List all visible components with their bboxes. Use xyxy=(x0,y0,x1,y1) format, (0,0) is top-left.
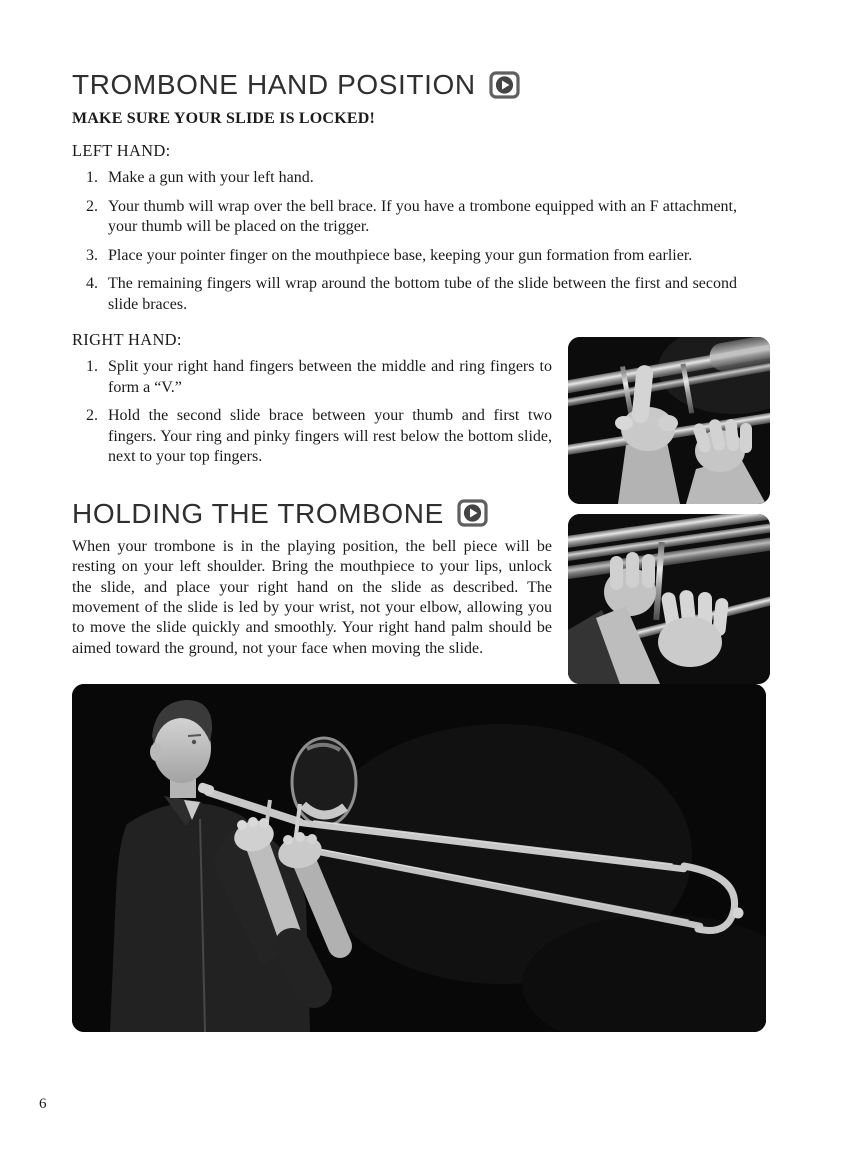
step-text: The remaining fingers will wrap around the bottom tube of the slide between the first and second slide braces. xyxy=(108,275,737,313)
photo-column xyxy=(568,337,770,684)
video-play-icon[interactable] xyxy=(457,499,488,527)
section-hand-position xyxy=(72,70,770,1032)
step-number: 4. xyxy=(86,275,98,293)
step-item xyxy=(72,406,552,467)
step-number: 1. xyxy=(86,169,98,187)
left-hand-block xyxy=(72,110,737,315)
slide-locked-warning: MAKE SURE YOUR SLIDE IS LOCKED! xyxy=(72,110,375,128)
two-column-area xyxy=(72,330,770,684)
holding-title xyxy=(72,499,552,528)
step-text: Split your right hand fingers between the middle and ring fingers to form a “V.” xyxy=(108,358,552,396)
step-number: 2. xyxy=(86,407,98,425)
right-hand-grip-photo xyxy=(568,514,770,684)
step-number: 3. xyxy=(86,246,98,264)
left-hand-steps xyxy=(72,168,737,315)
text-column xyxy=(72,330,552,684)
holding-title-text: HOLDING THE TROMBONE xyxy=(72,497,444,529)
step-number: 1. xyxy=(86,358,98,376)
video-play-icon[interactable] xyxy=(489,71,520,99)
step-text: Place your pointer finger on the mouthpiece base, keeping your gun formation from earlier. xyxy=(108,246,693,264)
step-number: 2. xyxy=(86,197,98,215)
right-hand-steps xyxy=(72,357,552,467)
hand-position-title xyxy=(72,70,770,99)
section-holding xyxy=(72,499,552,659)
hand-position-title-text: TROMBONE HAND POSITION xyxy=(72,69,476,100)
step-item xyxy=(72,246,737,266)
left-hand-grip-photo xyxy=(568,337,770,504)
step-text: Make a gun with your left hand. xyxy=(108,169,314,187)
step-item xyxy=(72,357,552,398)
holding-paragraph: When your trombone is in the playing position, the bell piece will be resting on your left shoulder. Bring the mouthpiece to your lips, unlock the slide, and place your right hand on the slide as described. The movement of the slide is led by your wrist, not your elbow, allowing you to move the slide quickly and smoothly. Your right hand palm should be aimed toward the ground, not your face when moving the slide. xyxy=(72,537,552,657)
page-number: 6 xyxy=(39,1096,47,1112)
page-content xyxy=(72,70,770,1032)
step-text: Your thumb will wrap over the bell brace. If you have a trombone equipped with an F attachment, your thumb will be placed on the trigger. xyxy=(108,197,737,236)
right-hand-heading: RIGHT HAND: xyxy=(72,330,182,350)
step-item xyxy=(72,197,737,238)
step-item xyxy=(72,168,737,188)
left-hand-heading: LEFT HAND: xyxy=(72,141,171,161)
playing-position-photo xyxy=(72,684,766,1032)
step-item xyxy=(72,274,737,315)
step-text: Hold the second slide brace between your thumb and first two fingers. Your ring and pinky fingers will rest below the bottom slide, next to your top fingers. xyxy=(108,407,552,466)
